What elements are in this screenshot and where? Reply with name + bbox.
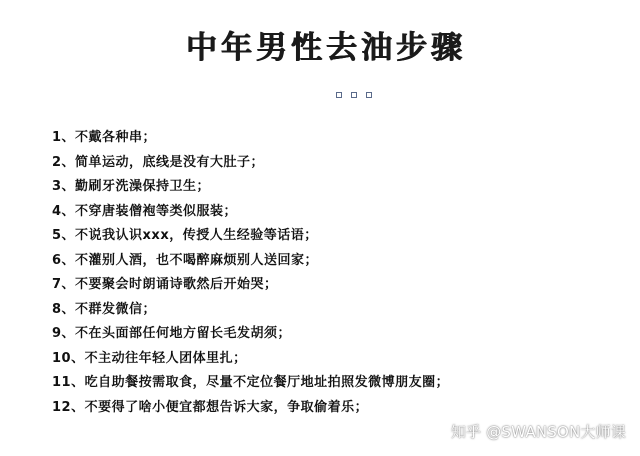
page-title: 中年男性去油步骤 — [186, 30, 466, 66]
step-number: 6、 — [52, 252, 76, 268]
step-number: 10、 — [52, 350, 85, 366]
square-bullet-icon — [336, 92, 342, 98]
list-item — [52, 224, 449, 249]
list-item — [52, 298, 449, 323]
step-number: 12、 — [52, 399, 85, 415]
square-bullet-icon — [351, 92, 357, 98]
list-item — [52, 200, 449, 225]
step-text: 不说我认识xxx，传授人生经验等话语； — [75, 228, 318, 243]
list-item — [52, 371, 449, 396]
step-number: 4、 — [52, 203, 76, 219]
step-text: 简单运动，底线是没有大肚子； — [75, 154, 265, 170]
step-number: 7、 — [52, 277, 76, 292]
step-number: 9、 — [52, 326, 76, 341]
step-number: 1、 — [52, 130, 76, 145]
step-text: 不要得了啥小便宜都想告诉大家，争取偷着乐； — [84, 399, 369, 415]
list-item — [52, 249, 449, 274]
step-number: 2、 — [52, 154, 76, 170]
step-text: 不群发微信； — [75, 301, 157, 317]
square-bullet-icon — [366, 92, 372, 98]
step-text: 不穿唐装僧袍等类似服装； — [75, 203, 238, 219]
step-text: 不要聚会时朗诵诗歌然后开始哭； — [75, 277, 278, 292]
step-text: 勤刷牙洗澡保持卫生； — [75, 179, 211, 194]
watermark: 知乎 @SWANSON大师课 — [450, 423, 626, 441]
list-item — [52, 175, 449, 200]
step-number: 8、 — [52, 301, 76, 317]
step-text: 不主动往年轻人团体里扎； — [84, 350, 247, 366]
step-number: 3、 — [52, 179, 76, 194]
list-item — [52, 151, 449, 176]
step-text: 不在头面部任何地方留长毛发胡须； — [75, 326, 292, 341]
step-text: 不戴各种串； — [75, 130, 157, 145]
list-item — [52, 273, 449, 298]
list-item — [52, 126, 449, 151]
step-number: 5、 — [52, 228, 76, 243]
step-number: 11、 — [52, 375, 85, 390]
decorative-bullets — [336, 92, 372, 98]
step-text: 不灌别人酒，也不喝醉麻烦别人送回家； — [75, 252, 319, 268]
list-item — [52, 347, 449, 372]
list-item — [52, 396, 449, 421]
list-item — [52, 322, 449, 347]
step-text: 吃自助餐按需取食，尽量不定位餐厅地址拍照发微博朋友圈； — [84, 375, 450, 390]
steps-list — [52, 126, 449, 420]
